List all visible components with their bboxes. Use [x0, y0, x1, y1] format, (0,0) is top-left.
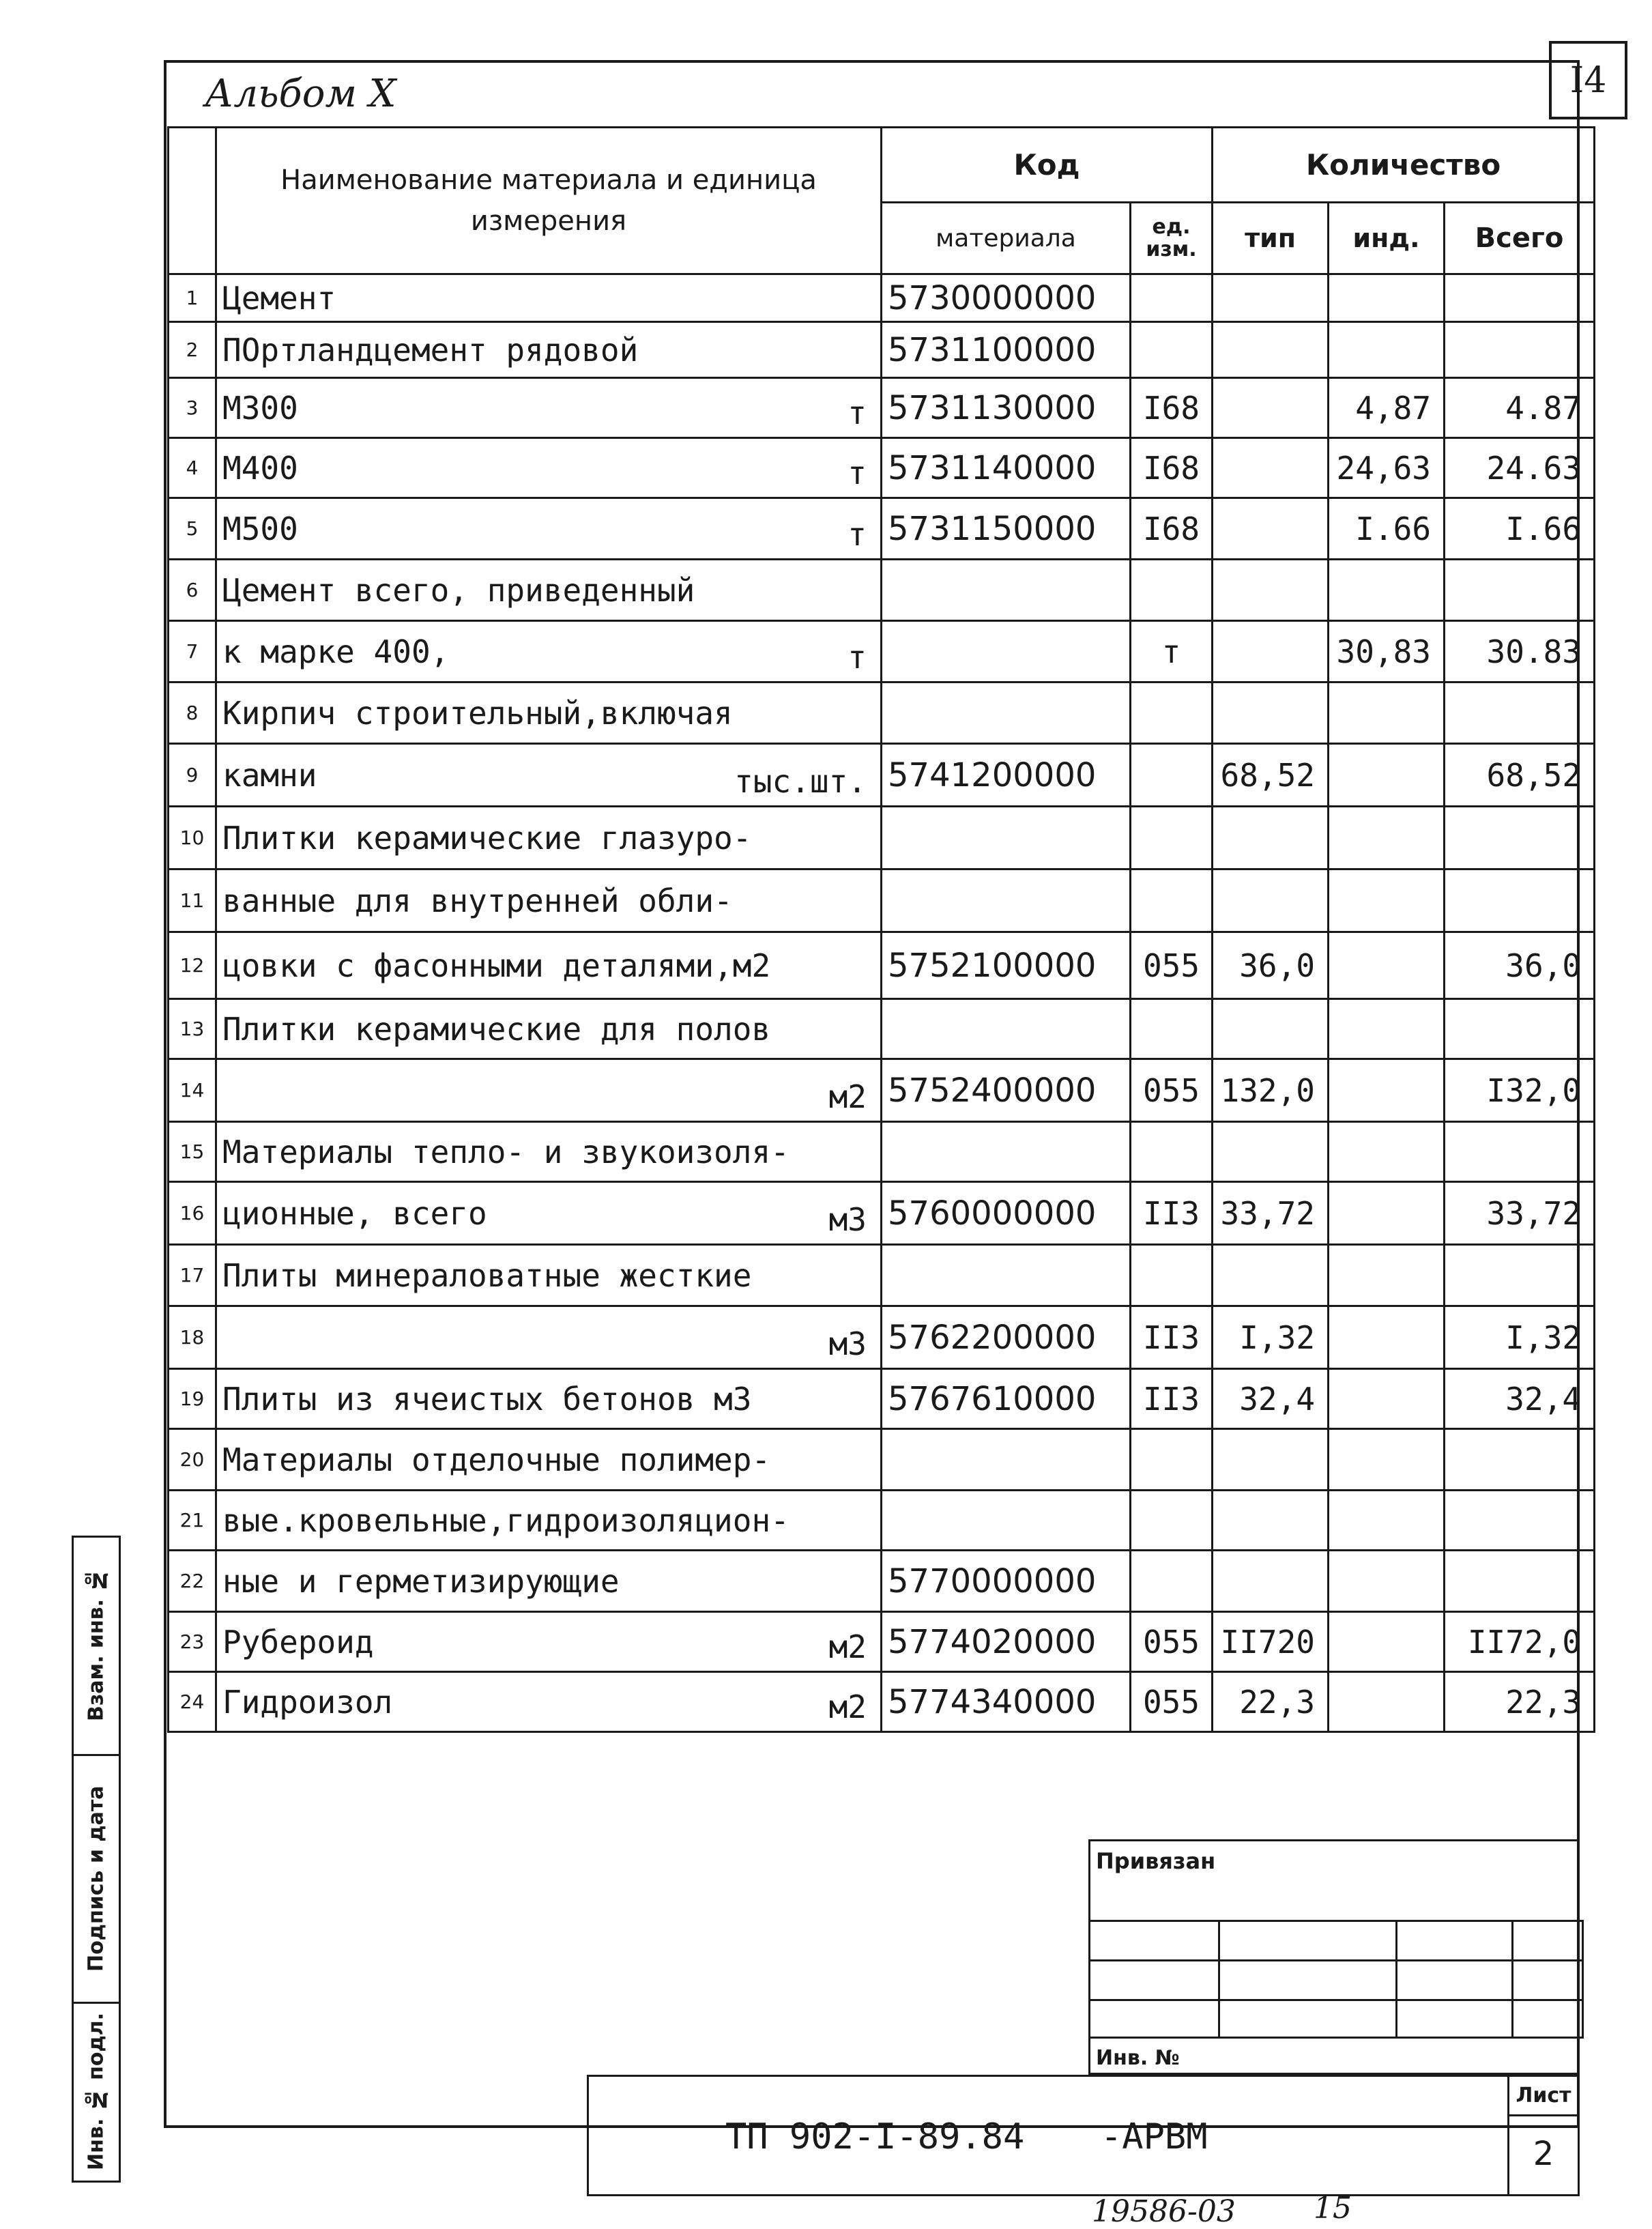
material-code: 5762200000 [882, 1306, 1131, 1369]
material-code: 5774340000 [882, 1672, 1131, 1732]
table-row [169, 1429, 1595, 1491]
table-row [169, 1122, 1595, 1182]
material-name: Цемент всего, приведенный [216, 560, 882, 621]
header-total: Всего [1445, 203, 1595, 274]
material-code [882, 1122, 1131, 1182]
qty-total: II72,0 [1445, 1612, 1595, 1672]
unit-code [1131, 1491, 1213, 1551]
privyazan-label: Привязан [1096, 1848, 1216, 1874]
table-row [169, 1306, 1595, 1369]
material-code [882, 807, 1131, 869]
unit-code: 055 [1131, 932, 1213, 999]
material-name: Материалы отделочные полимер- [216, 1429, 882, 1491]
material-code [882, 1429, 1131, 1491]
header-code: Код [882, 128, 1213, 203]
footer-number: 15 [1314, 2191, 1352, 2226]
material-code [882, 621, 1131, 682]
unit-code [1131, 744, 1213, 807]
row-number: 20 [169, 1429, 216, 1491]
row-number: 11 [169, 869, 216, 932]
qty-individual [1329, 1245, 1445, 1306]
material-code: 5760000000 [882, 1182, 1131, 1245]
material-name: М300 т [216, 378, 882, 438]
qty-individual [1329, 744, 1445, 807]
material-name: ПОртландцемент рядовой [216, 322, 882, 378]
table-row [169, 322, 1595, 378]
unit-code: 055 [1131, 1672, 1213, 1732]
table-row [169, 807, 1595, 869]
qty-individual: I.66 [1329, 498, 1445, 560]
material-unit: т [847, 639, 867, 676]
row-number: 5 [169, 498, 216, 560]
material-code [882, 560, 1131, 621]
row-number: 7 [169, 621, 216, 682]
header-type: тип [1213, 203, 1329, 274]
qty-type [1213, 621, 1329, 682]
qty-total [1445, 560, 1595, 621]
table-row [169, 560, 1595, 621]
qty-type [1213, 274, 1329, 322]
qty-individual [1329, 1551, 1445, 1612]
qty-individual: 24,63 [1329, 438, 1445, 498]
row-number: 13 [169, 999, 216, 1059]
qty-type [1213, 322, 1329, 378]
table-row [169, 438, 1595, 498]
qty-total [1445, 274, 1595, 322]
unit-code: I68 [1131, 438, 1213, 498]
material-name: ционные, всего м3 [216, 1182, 882, 1245]
material-code: 5731150000 [882, 498, 1131, 560]
qty-total: 32,4 [1445, 1369, 1595, 1429]
qty-individual [1329, 1059, 1445, 1122]
qty-type: 36,0 [1213, 932, 1329, 999]
page-number-box [1549, 41, 1627, 119]
table-row [169, 378, 1595, 438]
qty-total [1445, 869, 1595, 932]
qty-total: 30.83 [1445, 621, 1595, 682]
privyazan-grid [1088, 1920, 1584, 2039]
material-unit: м2 [828, 1688, 867, 1725]
table-row [169, 498, 1595, 560]
qty-total: 33,72 [1445, 1182, 1595, 1245]
page-number: I4 [1569, 59, 1607, 101]
qty-individual [1329, 999, 1445, 1059]
header-individual: инд. [1329, 203, 1445, 274]
qty-total [1445, 807, 1595, 869]
qty-total: 22,3 [1445, 1672, 1595, 1732]
qty-individual [1329, 274, 1445, 322]
sheet-box [1507, 2077, 1578, 2194]
unit-code [1131, 1245, 1213, 1306]
table-row [169, 682, 1595, 744]
qty-type [1213, 560, 1329, 621]
qty-type [1213, 438, 1329, 498]
material-name [216, 1059, 882, 1122]
qty-total: 36,0 [1445, 932, 1595, 999]
unit-code [1131, 274, 1213, 322]
material-name: ванные для внутренней обли- [216, 869, 882, 932]
material-name: Рубероид м2 [216, 1612, 882, 1672]
material-code: 5741200000 [882, 744, 1131, 807]
unit-code: 055 [1131, 1059, 1213, 1122]
row-number: 23 [169, 1612, 216, 1672]
qty-individual [1329, 682, 1445, 744]
qty-total [1445, 1491, 1595, 1551]
qty-individual [1329, 869, 1445, 932]
footer-note: 19586-03 [1092, 2194, 1236, 2229]
qty-total [1445, 1122, 1595, 1182]
material-unit: т [847, 516, 867, 553]
material-code [882, 1245, 1131, 1306]
header-code-unit: ед. изм. [1131, 203, 1213, 274]
material-unit: м2 [828, 1628, 867, 1665]
table-row [169, 1491, 1595, 1551]
material-code [882, 1491, 1131, 1551]
qty-total [1445, 682, 1595, 744]
material-code [882, 682, 1131, 744]
material-code: 5770000000 [882, 1551, 1131, 1612]
material-code: 5731100000 [882, 322, 1131, 378]
material-code: 5752100000 [882, 932, 1131, 999]
material-code: 5730000000 [882, 274, 1131, 322]
qty-type [1213, 1551, 1329, 1612]
table-row [169, 1369, 1595, 1429]
table-row [169, 869, 1595, 932]
material-unit: м3 [828, 1201, 867, 1238]
qty-total: I,32 [1445, 1306, 1595, 1369]
side-label-vzam: Взам. инв. № [84, 1568, 108, 1722]
table-row [169, 1182, 1595, 1245]
qty-individual [1329, 1672, 1445, 1732]
qty-type: 22,3 [1213, 1672, 1329, 1732]
unit-code: II3 [1131, 1182, 1213, 1245]
row-number: 21 [169, 1491, 216, 1551]
qty-type [1213, 1245, 1329, 1306]
qty-total [1445, 999, 1595, 1059]
row-number: 22 [169, 1551, 216, 1612]
material-code [882, 869, 1131, 932]
material-name: ные и герметизирующие [216, 1551, 882, 1612]
material-name: Цемент [216, 274, 882, 322]
row-number: 9 [169, 744, 216, 807]
doc-suffix: -АРВМ [1101, 2116, 1208, 2157]
row-number: 2 [169, 322, 216, 378]
material-code: 5767610000 [882, 1369, 1131, 1429]
table-row [169, 1245, 1595, 1306]
qty-individual [1329, 1612, 1445, 1672]
material-code: 5774020000 [882, 1612, 1131, 1672]
material-name: Плитки керамические глазуро- [216, 807, 882, 869]
qty-type [1213, 378, 1329, 438]
material-unit: т [847, 394, 867, 431]
material-code: 5731140000 [882, 438, 1131, 498]
table-row [169, 274, 1595, 322]
row-number: 16 [169, 1182, 216, 1245]
material-name: Плиты из ячеистых бетонов м3 [216, 1369, 882, 1429]
qty-total: I32,0 [1445, 1059, 1595, 1122]
table-row [169, 621, 1595, 682]
header-code-material: материала [882, 203, 1131, 274]
qty-type [1213, 1491, 1329, 1551]
side-label-inv-podl: Инв. № подл. [84, 2012, 108, 2170]
sheet-label: Лист [1509, 2077, 1578, 2116]
unit-code [1131, 1551, 1213, 1612]
qty-type: 33,72 [1213, 1182, 1329, 1245]
material-unit: тыс.шт. [734, 763, 867, 800]
qty-total [1445, 1551, 1595, 1612]
title-block [587, 2075, 1580, 2196]
unit-code [1131, 1122, 1213, 1182]
unit-code: II3 [1131, 1306, 1213, 1369]
row-number: 3 [169, 378, 216, 438]
header-rownum [169, 128, 216, 274]
header-quantity: Количество [1213, 128, 1595, 203]
qty-individual [1329, 1369, 1445, 1429]
qty-type [1213, 1122, 1329, 1182]
qty-individual [1329, 1306, 1445, 1369]
material-unit: м3 [828, 1325, 867, 1362]
qty-individual [1329, 1491, 1445, 1551]
row-number: 14 [169, 1059, 216, 1122]
qty-total [1445, 1245, 1595, 1306]
inv-no-label: Инв. № [1096, 2046, 1180, 2070]
qty-individual [1329, 1182, 1445, 1245]
qty-individual: 4,87 [1329, 378, 1445, 438]
qty-type: I,32 [1213, 1306, 1329, 1369]
unit-code [1131, 560, 1213, 621]
table-row [169, 932, 1595, 999]
qty-type: 32,4 [1213, 1369, 1329, 1429]
qty-type [1213, 999, 1329, 1059]
unit-code: т [1131, 621, 1213, 682]
row-number: 4 [169, 438, 216, 498]
material-name: М500 т [216, 498, 882, 560]
qty-total: I.66 [1445, 498, 1595, 560]
material-name: вые.кровельные,гидроизоляцион- [216, 1491, 882, 1551]
row-number: 18 [169, 1306, 216, 1369]
material-code [882, 999, 1131, 1059]
qty-total [1445, 322, 1595, 378]
row-number: 17 [169, 1245, 216, 1306]
unit-code: 055 [1131, 1612, 1213, 1672]
material-name: Плитки керамические для полов [216, 999, 882, 1059]
table-row [169, 744, 1595, 807]
qty-total: 4.87 [1445, 378, 1595, 438]
privyazan-block [1088, 1839, 1580, 2075]
album-note: Альбом X [205, 72, 396, 116]
qty-type [1213, 498, 1329, 560]
row-number: 24 [169, 1672, 216, 1732]
qty-individual: 30,83 [1329, 621, 1445, 682]
material-code: 5731130000 [882, 378, 1131, 438]
material-name: М400 т [216, 438, 882, 498]
unit-code [1131, 322, 1213, 378]
qty-type [1213, 807, 1329, 869]
qty-individual [1329, 560, 1445, 621]
row-number: 12 [169, 932, 216, 999]
material-name: Материалы тепло- и звукоизоля- [216, 1122, 882, 1182]
table-row [169, 999, 1595, 1059]
qty-type: 132,0 [1213, 1059, 1329, 1122]
row-number: 6 [169, 560, 216, 621]
table-row [169, 1551, 1595, 1612]
material-name: Плиты минераловатные жесткие [216, 1245, 882, 1306]
unit-code: I68 [1131, 498, 1213, 560]
material-name [216, 1306, 882, 1369]
qty-individual [1329, 322, 1445, 378]
table-row [169, 1672, 1595, 1732]
materials-table [167, 126, 1595, 1733]
material-unit: т [847, 455, 867, 491]
qty-type [1213, 682, 1329, 744]
table-row [169, 1059, 1595, 1122]
row-number: 8 [169, 682, 216, 744]
material-name: к марке 400, т [216, 621, 882, 682]
material-unit: м2 [828, 1078, 867, 1115]
unit-code [1131, 869, 1213, 932]
unit-code [1131, 999, 1213, 1059]
row-number: 15 [169, 1122, 216, 1182]
header-name: Наименование материала и единица измерения [216, 128, 882, 274]
qty-individual [1329, 1122, 1445, 1182]
row-number: 19 [169, 1369, 216, 1429]
qty-individual [1329, 807, 1445, 869]
material-name: Гидроизол м2 [216, 1672, 882, 1732]
qty-total: 68,52 [1445, 744, 1595, 807]
qty-total: 24.63 [1445, 438, 1595, 498]
qty-type: II720 [1213, 1612, 1329, 1672]
qty-type [1213, 869, 1329, 932]
side-label-signature: Подпись и дата [74, 1754, 119, 2004]
row-number: 10 [169, 807, 216, 869]
qty-total [1445, 1429, 1595, 1491]
material-name: Кирпич строительный,включая [216, 682, 882, 744]
material-name: цовки с фасонными деталями,м2 [216, 932, 882, 999]
material-name: камни тыс.шт. [216, 744, 882, 807]
unit-code: I68 [1131, 378, 1213, 438]
table-row [169, 1612, 1595, 1672]
qty-individual [1329, 1429, 1445, 1491]
qty-type: 68,52 [1213, 744, 1329, 807]
unit-code [1131, 807, 1213, 869]
unit-code [1131, 682, 1213, 744]
material-code: 5752400000 [882, 1059, 1131, 1122]
unit-code: II3 [1131, 1369, 1213, 1429]
row-number: 1 [169, 274, 216, 322]
doc-code: ТП 902-I-89.84 [725, 2116, 1025, 2157]
qty-individual [1329, 932, 1445, 999]
unit-code [1131, 1429, 1213, 1491]
qty-type [1213, 1429, 1329, 1491]
sheet-number: 2 [1533, 2135, 1554, 2173]
